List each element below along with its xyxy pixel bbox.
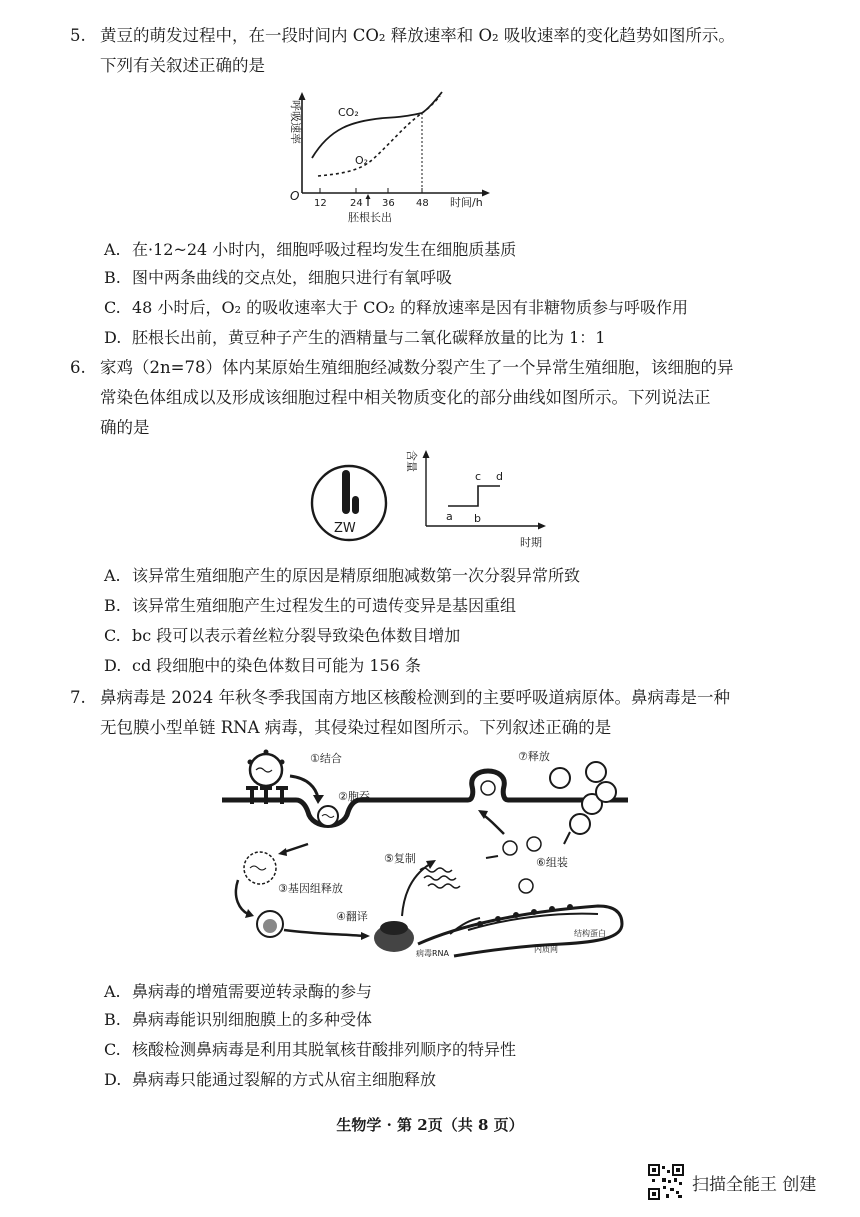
q6-option-a[interactable]: A. 该异常生殖细胞产生的原因是精原细胞减数第一次分裂异常所致 (104, 566, 581, 585)
arrow-bind (290, 776, 318, 798)
structural-protein-label: 结构蛋白 (574, 929, 606, 938)
tick-36: 36 (382, 198, 395, 209)
q7-infection-diagram (218, 748, 634, 960)
arrow-assemble (486, 856, 498, 858)
step-2-label: ②胞吞 (338, 790, 370, 803)
q6-option-d[interactable]: D. cd 段细胞中的染色体数目可能为 156 条 (104, 656, 422, 675)
arrow-release-out (564, 832, 570, 844)
step-4-label: ④翻译 (336, 910, 368, 923)
q6-stem-line3: 确的是 (100, 418, 150, 437)
q7-option-d[interactable]: D. 鼻病毒只能通过裂解的方式从宿主细胞释放 (104, 1070, 437, 1089)
point-a: a (446, 510, 453, 523)
scanner-watermark (648, 1164, 816, 1200)
vesicle-icon (244, 852, 276, 884)
q6-stem-line2: 常染色体组成以及形成该细胞过程中相关物质变化的部分曲线如图所示。下列说法正 (100, 388, 711, 407)
arrow-release (236, 880, 248, 914)
y-axis-label: 呼吸速率 (289, 100, 302, 144)
point-b: b (474, 512, 481, 525)
arrow-to-exit (482, 814, 504, 834)
tick-12: 12 (314, 198, 327, 209)
q5-stem-line2: 下列有关叙述正确的是 (100, 56, 265, 75)
step-7-label: ⑦释放 (518, 750, 550, 763)
root-emerge-label: 胚根长出 (348, 211, 392, 224)
rna-strands-icon (420, 868, 460, 888)
y-axis-label: 含量 (405, 450, 418, 472)
q5-stem-line1: 5. 黄豆的萌发过程中，在一段时间内 CO₂ 释放速率和 O₂ 吸收速率的变化趋势如图所示。 (70, 26, 735, 45)
arrow-replicate (402, 864, 430, 916)
cell-label: ZW (334, 521, 356, 536)
x-axis-label: 时间/h (450, 196, 483, 209)
q7-option-c[interactable]: C. 核酸检测鼻病毒是利用其脱氧核苷酸排列顺序的特异性 (104, 1040, 517, 1059)
q6-stem-line1: 6. 家鸡（2n=78）体内某原始生殖细胞经减数分裂产生了一个异常生殖细胞，该细胞的异 (70, 358, 734, 377)
tick-24: 24 (350, 198, 363, 209)
o2-label: O₂ (355, 154, 369, 167)
tick-48: 48 (416, 198, 429, 209)
qr-code-icon (648, 1164, 684, 1200)
o2-curve (318, 96, 440, 176)
released-genome-icon (257, 911, 283, 937)
q7-option-a[interactable]: A. 鼻病毒的增殖需要逆转录酶的参与 (104, 982, 373, 1001)
z-chromosome (342, 470, 350, 514)
step-6-label: ⑥组装 (536, 856, 568, 869)
q6-option-c[interactable]: C. bc 段可以表示着丝粒分裂导致染色体数目增加 (104, 626, 461, 645)
q5-respiration-graph (272, 88, 502, 230)
scanner-text: 扫描全能王 创建 (692, 1174, 817, 1195)
content-step-line (448, 486, 500, 506)
page-footer: 生物学 · 第 2页（共 8 页） (336, 1116, 524, 1134)
arrow-to-vesicle (284, 844, 308, 852)
q6-option-b[interactable]: B. 该异常生殖细胞产生过程发生的可遗传变异是基因重组 (104, 596, 517, 615)
arrow-translate (284, 930, 364, 936)
q5-option-c[interactable]: C. 48 小时后，O₂ 的吸收速率大于 CO₂ 的释放速率是因有非糖物质参与呼吸作用 (104, 298, 689, 317)
q7-option-b[interactable]: B. 鼻病毒能识别细胞膜上的多种受体 (104, 1010, 373, 1029)
q6-content-graph (404, 444, 554, 552)
budding-virus-icon (481, 781, 495, 795)
x-axis-label: 时期 (520, 536, 542, 549)
point-c: c (475, 470, 482, 483)
step-3-label: ③基因组释放 (278, 882, 343, 895)
endocytosed-virus-icon (318, 806, 338, 826)
point-d: d (496, 470, 503, 483)
er-label: 内质网 (534, 945, 558, 954)
q5-option-d[interactable]: D. 胚根长出前，黄豆种子产生的酒精量与二氧化碳释放量的比为 1：1 (104, 328, 606, 347)
q7-stem-line2: 无包膜小型单链 RNA 病毒，其侵染过程如图所示。下列叙述正确的是 (100, 718, 612, 737)
step-1-label: ①结合 (310, 752, 342, 765)
viral-rna-label: 病毒RNA (416, 949, 450, 958)
co2-label: CO₂ (338, 106, 359, 119)
ribosome-icon (374, 921, 414, 952)
virus-particle-icon (248, 750, 285, 787)
q6-cell-diagram (308, 462, 390, 544)
w-chromosome (352, 496, 359, 514)
origin-label: O (290, 189, 300, 203)
step-5-label: ⑤复制 (384, 852, 416, 865)
receptor-icons (246, 786, 288, 804)
q5-option-b[interactable]: B. 图中两条曲线的交点处，细胞只进行有氧呼吸 (104, 268, 453, 287)
q5-option-a[interactable]: A. 在·12~24 小时内，细胞呼吸过程均发生在细胞质基质 (104, 240, 517, 259)
q7-stem-line1: 7. 鼻病毒是 2024 年秋冬季我国南方地区核酸检测到的主要呼吸道病原体。鼻病毒是一种 (70, 688, 730, 707)
